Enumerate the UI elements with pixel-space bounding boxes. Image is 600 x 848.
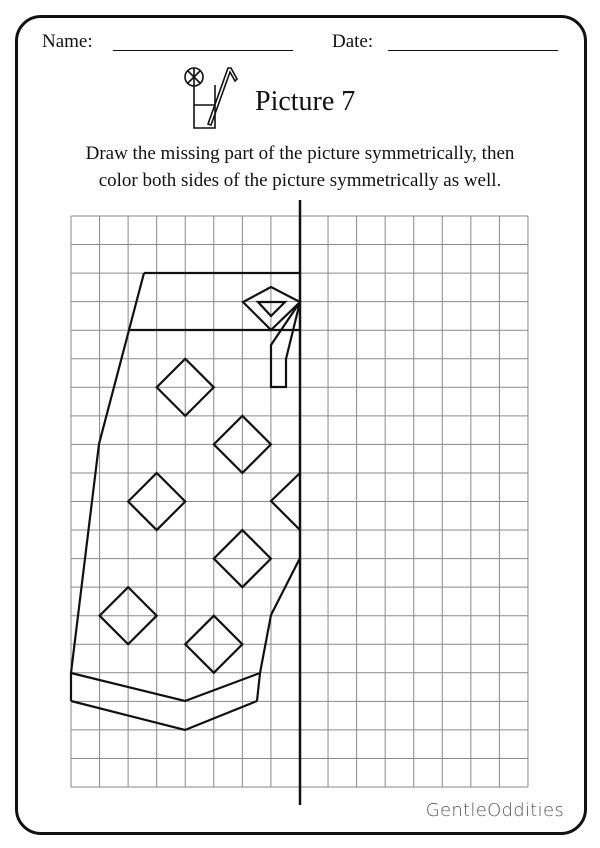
page-title: Picture 7	[255, 86, 356, 117]
glass-base-bottom	[71, 701, 257, 730]
lemon-slice	[243, 287, 300, 330]
glass-right-outline	[257, 558, 300, 701]
instructions-line-1: Draw the missing part of the picture symmetrically, then	[85, 143, 515, 164]
lemon-inner-triangle	[258, 302, 285, 316]
date-label: Date:	[332, 31, 374, 52]
brand-logo: GentleOddities	[425, 800, 564, 821]
glass-left-outline	[71, 273, 144, 701]
instructions-line-2: color both sides of the picture symmetrically as well.	[98, 170, 502, 191]
name-label: Name:	[42, 31, 93, 52]
